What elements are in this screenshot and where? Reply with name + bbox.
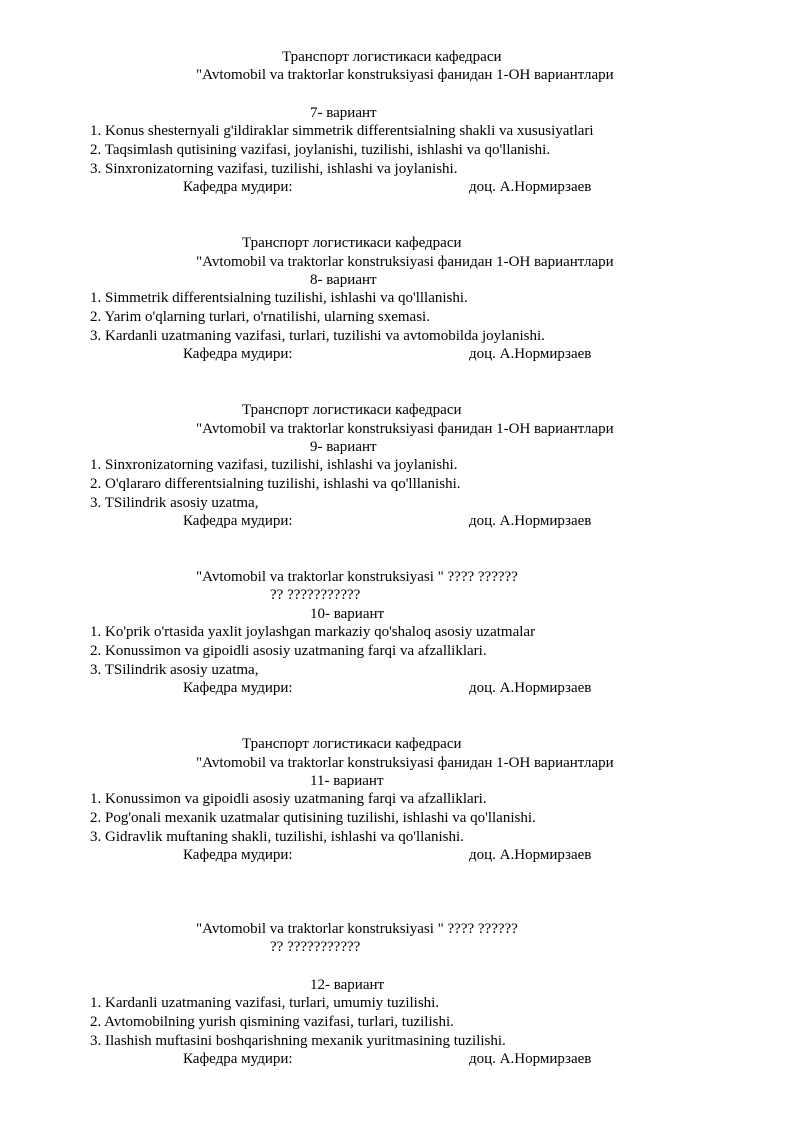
- question-item: 3. Kardanli uzatmaning vazifasi, turlari, tuzilishi va avtomobilda joylanishi.: [90, 328, 545, 344]
- department-title: Транспорт логистикаси кафедраси: [242, 402, 462, 418]
- subject-title-continued: ?? ???????????: [270, 939, 361, 955]
- question-item: 1. Konus shesternyali g'ildiraklar simmetrik differentsialning shakli va xususiyatlari: [90, 123, 594, 139]
- department-title: Транспорт логистикаси кафедраси: [282, 49, 502, 65]
- variant-number: 12- вариант: [310, 977, 385, 993]
- question-item: 2. O'qlararo differentsialning tuzilishi, ishlashi va qo'lllanishi.: [90, 476, 461, 492]
- question-item: 1. Ko'prik o'rtasida yaxlit joylashgan markaziy qo'shaloq asosiy uzatmalar: [90, 624, 536, 640]
- department-title: Транспорт логистикаси кафедраси: [242, 736, 462, 752]
- variant-number: 7- вариант: [310, 105, 377, 121]
- question-item: 2. Yarim o'qlarning turlari, o'rnatilishi, ularning sxemasi.: [90, 309, 430, 325]
- variant-number: 11- вариант: [310, 773, 384, 789]
- subject-title: "Avtomobil va traktorlar konstruksiyasi фанидан 1-ОН вариантлари: [196, 254, 614, 270]
- variant-number: 10- вариант: [310, 606, 385, 622]
- head-label: Кафедра мудири:: [183, 179, 293, 195]
- head-name: доц. А.Нормирзаев: [469, 179, 592, 195]
- variant-number: 9- вариант: [310, 439, 377, 455]
- question-item: 3. Sinxronizatorning vazifasi, tuzilishi, ishlashi va joylanishi.: [90, 161, 458, 177]
- question-item: 3. Gidravlik muftaning shakli, tuzilishi, ishlashi va qo'llanishi.: [90, 829, 464, 845]
- subject-title: "Avtomobil va traktorlar konstruksiyasi фанидан 1-ОН вариантлари: [196, 421, 614, 437]
- question-item: 3. TSilindrik asosiy uzatma,: [90, 495, 259, 511]
- question-item: 1. Konussimon va gipoidli asosiy uzatmaning farqi va afzalliklari.: [90, 791, 487, 807]
- question-item: 3. Ilashish muftasini boshqarishning mexanik yuritmasining tuzilishi.: [90, 1033, 506, 1049]
- head-label: Кафедра мудири:: [183, 513, 293, 529]
- question-item: 1. Sinxronizatorning vazifasi, tuzilishi, ishlashi va joylanishi.: [90, 457, 458, 473]
- head-name: доц. А.Нормирзаев: [469, 847, 592, 863]
- question-item: 2. Avtomobilning yurish qismining vazifasi, turlari, tuzilishi.: [90, 1014, 454, 1030]
- department-title: Транспорт логистикаси кафедраси: [242, 235, 462, 251]
- subject-title: "Avtomobil va traktorlar konstruksiyasi " ???? ??????: [196, 569, 518, 585]
- question-item: 2. Konussimon va gipoidli asosiy uzatmaning farqi va afzalliklari.: [90, 643, 487, 659]
- head-name: доц. А.Нормирзаев: [469, 680, 592, 696]
- head-label: Кафедра мудири:: [183, 680, 293, 696]
- question-item: 2. Taqsimlash qutisining vazifasi, joylanishi, tuzilishi, ishlashi va qo'llanishi.: [90, 142, 551, 158]
- subject-title: "Avtomobil va traktorlar konstruksiyasi фанидан 1-ОН вариантлари: [196, 67, 614, 83]
- question-item: 3. TSilindrik asosiy uzatma,: [90, 662, 259, 678]
- head-label: Кафедра мудири:: [183, 1051, 293, 1067]
- subject-title: "Avtomobil va traktorlar konstruksiyasi " ???? ??????: [196, 921, 518, 937]
- head-name: доц. А.Нормирзаев: [469, 1051, 592, 1067]
- head-label: Кафедра мудири:: [183, 847, 293, 863]
- question-item: 1. Simmetrik differentsialning tuzilishi, ishlashi va qo'lllanishi.: [90, 290, 468, 306]
- question-item: 1. Kardanli uzatmaning vazifasi, turlari, umumiy tuzilishi.: [90, 995, 440, 1011]
- subject-title: "Avtomobil va traktorlar konstruksiyasi фанидан 1-ОН вариантлари: [196, 755, 614, 771]
- head-label: Кафедра мудири:: [183, 346, 293, 362]
- subject-title-continued: ?? ???????????: [270, 587, 361, 603]
- variant-number: 8- вариант: [310, 272, 377, 288]
- question-item: 2. Pog'onali mexanik uzatmalar qutisining tuzilishi, ishlashi va qo'llanishi.: [90, 810, 536, 826]
- head-name: доц. А.Нормирзаев: [469, 513, 592, 529]
- head-name: доц. А.Нормирзаев: [469, 346, 592, 362]
